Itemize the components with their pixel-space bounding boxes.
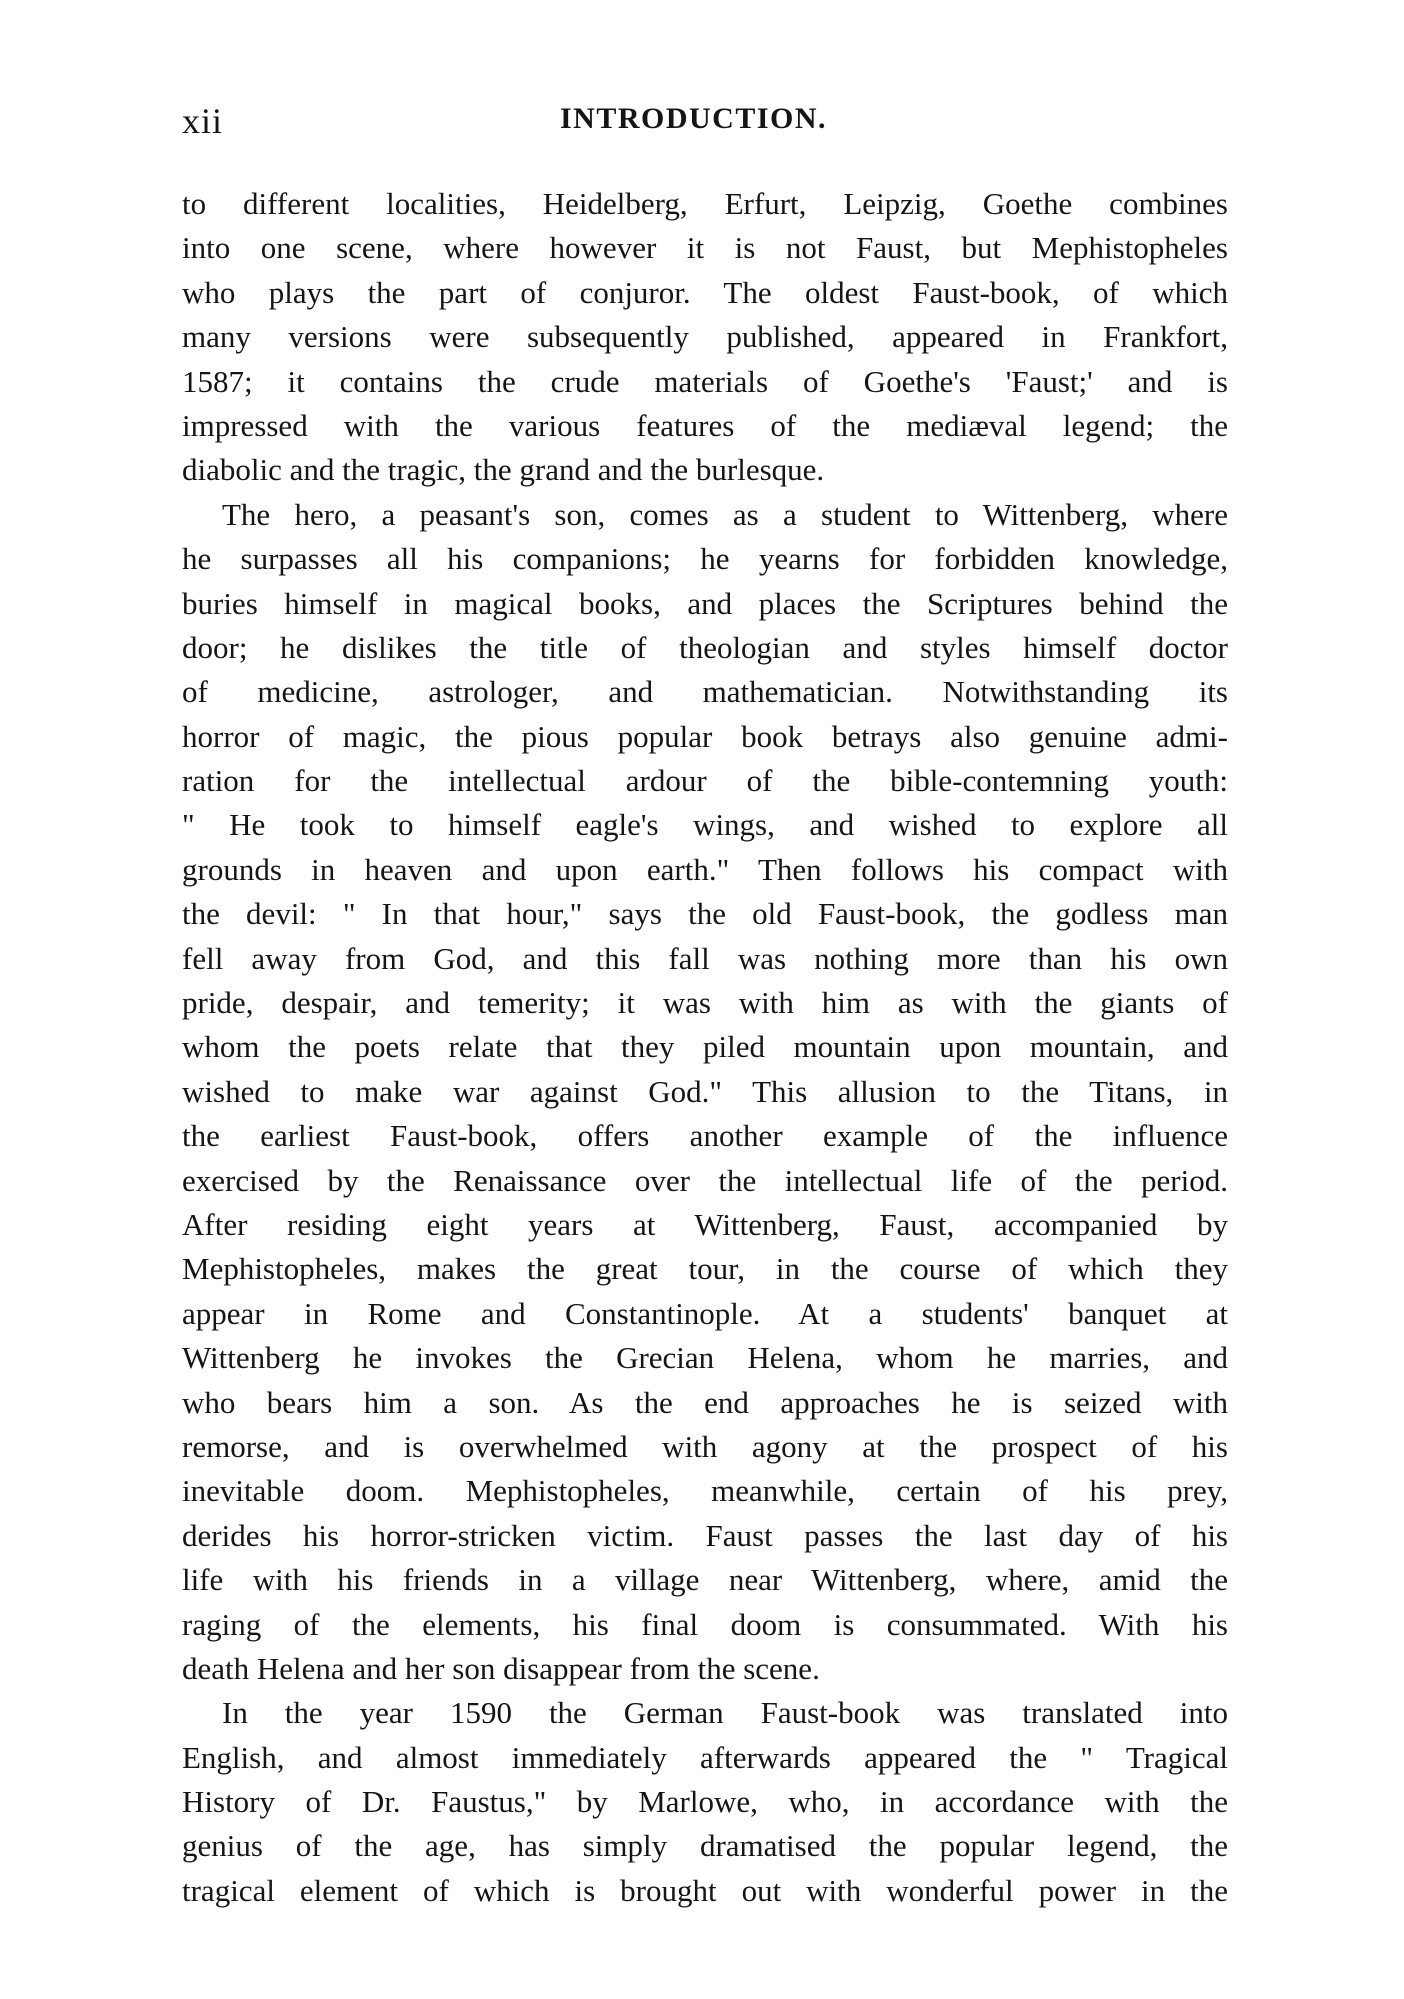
text-line: 1587; it contains the crude materials of Goethe's 'Faust;' and is xyxy=(182,363,1228,399)
text-line: ration for the intellectual ardour of the bible-contemning youth: xyxy=(182,763,1228,799)
text-line: pride, despair, and temerity; it was with him as with the giants of xyxy=(182,985,1228,1021)
text-line: door; he dislikes the title of theologian and styles himself doctor xyxy=(182,629,1228,665)
text-line: In the year 1590 the German Faust-book was translated into xyxy=(222,1695,1228,1731)
text-line: the devil: " In that hour," says the old Faust-book, the godless man xyxy=(182,896,1228,932)
text-line: many versions were subsequently published, appeared in Frankfort, xyxy=(182,319,1228,355)
text-line: English, and almost immediately afterwards appeared the " Tragical xyxy=(182,1739,1228,1775)
text-line: Mephistopheles, makes the great tour, in the course of which they xyxy=(182,1251,1228,1287)
text-line: inevitable doom. Mephistopheles, meanwhile, certain of his prey, xyxy=(182,1473,1228,1509)
text-line: who plays the part of conjuror. The oldest Faust-book, of which xyxy=(182,274,1228,310)
text-line: genius of the age, has simply dramatised the popular legend, the xyxy=(182,1828,1228,1864)
text-line: buries himself in magical books, and places the Scriptures behind the xyxy=(182,585,1228,621)
text-line: death Helena and her son disappear from the scene. xyxy=(182,1650,820,1686)
text-line: impressed with the various features of the mediæval legend; the xyxy=(182,407,1228,443)
text-line: into one scene, where however it is not Faust, but Mephistopheles xyxy=(182,230,1228,266)
text-line: The hero, a peasant's son, comes as a student to Wittenberg, where xyxy=(222,496,1228,532)
text-line: appear in Rome and Constantinople. At a students' banquet at xyxy=(182,1295,1228,1331)
text-line: of medicine, astrologer, and mathematician. Notwithstanding its xyxy=(182,674,1228,710)
text-line: remorse, and is overwhelmed with agony at the prospect of his xyxy=(182,1428,1228,1464)
text-line: raging of the elements, his final doom is consummated. With his xyxy=(182,1606,1228,1642)
text-line: exercised by the Renaissance over the intellectual life of the period. xyxy=(182,1162,1228,1198)
text-line: tragical element of which is brought out with wonderful power in the xyxy=(182,1872,1228,1908)
page-number: xii xyxy=(182,101,224,141)
text-line: Wittenberg he invokes the Grecian Helena, whom he marries, and xyxy=(182,1340,1228,1376)
text-line: he surpasses all his companions; he yearns for forbidden knowledge, xyxy=(182,541,1228,577)
text-line: to different localities, Heidelberg, Erfurt, Leipzig, Goethe combines xyxy=(182,186,1228,221)
body-text xyxy=(182,182,1228,1913)
running-title: INTRODUCTION. xyxy=(560,102,828,135)
text-line: fell away from God, and this fall was nothing more than his own xyxy=(182,940,1228,976)
text-line: diabolic and the tragic, the grand and the burlesque. xyxy=(182,452,825,488)
text-line: grounds in heaven and upon earth." Then follows his compact with xyxy=(182,851,1228,887)
text-line: horror of magic, the pious popular book betrays also genuine admi- xyxy=(182,718,1228,754)
text-line: " He took to himself eagle's wings, and wished to explore all xyxy=(182,807,1228,843)
book-page xyxy=(182,100,1228,1913)
text-line: whom the poets relate that they piled mountain upon mountain, and xyxy=(182,1029,1228,1065)
text-line: derides his horror-stricken victim. Faust passes the last day of his xyxy=(182,1517,1228,1553)
text-line: the earliest Faust-book, offers another example of the influence xyxy=(182,1118,1228,1154)
running-head xyxy=(182,100,1228,160)
text-line: After residing eight years at Wittenberg, Faust, accompanied by xyxy=(182,1206,1228,1242)
text-line: wished to make war against God." This allusion to the Titans, in xyxy=(182,1073,1228,1109)
text-line: who bears him a son. As the end approaches he is seized with xyxy=(182,1384,1228,1420)
text-line: History of Dr. Faustus," by Marlowe, who, in accordance with the xyxy=(182,1784,1228,1820)
text-line: life with his friends in a village near Wittenberg, where, amid the xyxy=(182,1562,1228,1598)
